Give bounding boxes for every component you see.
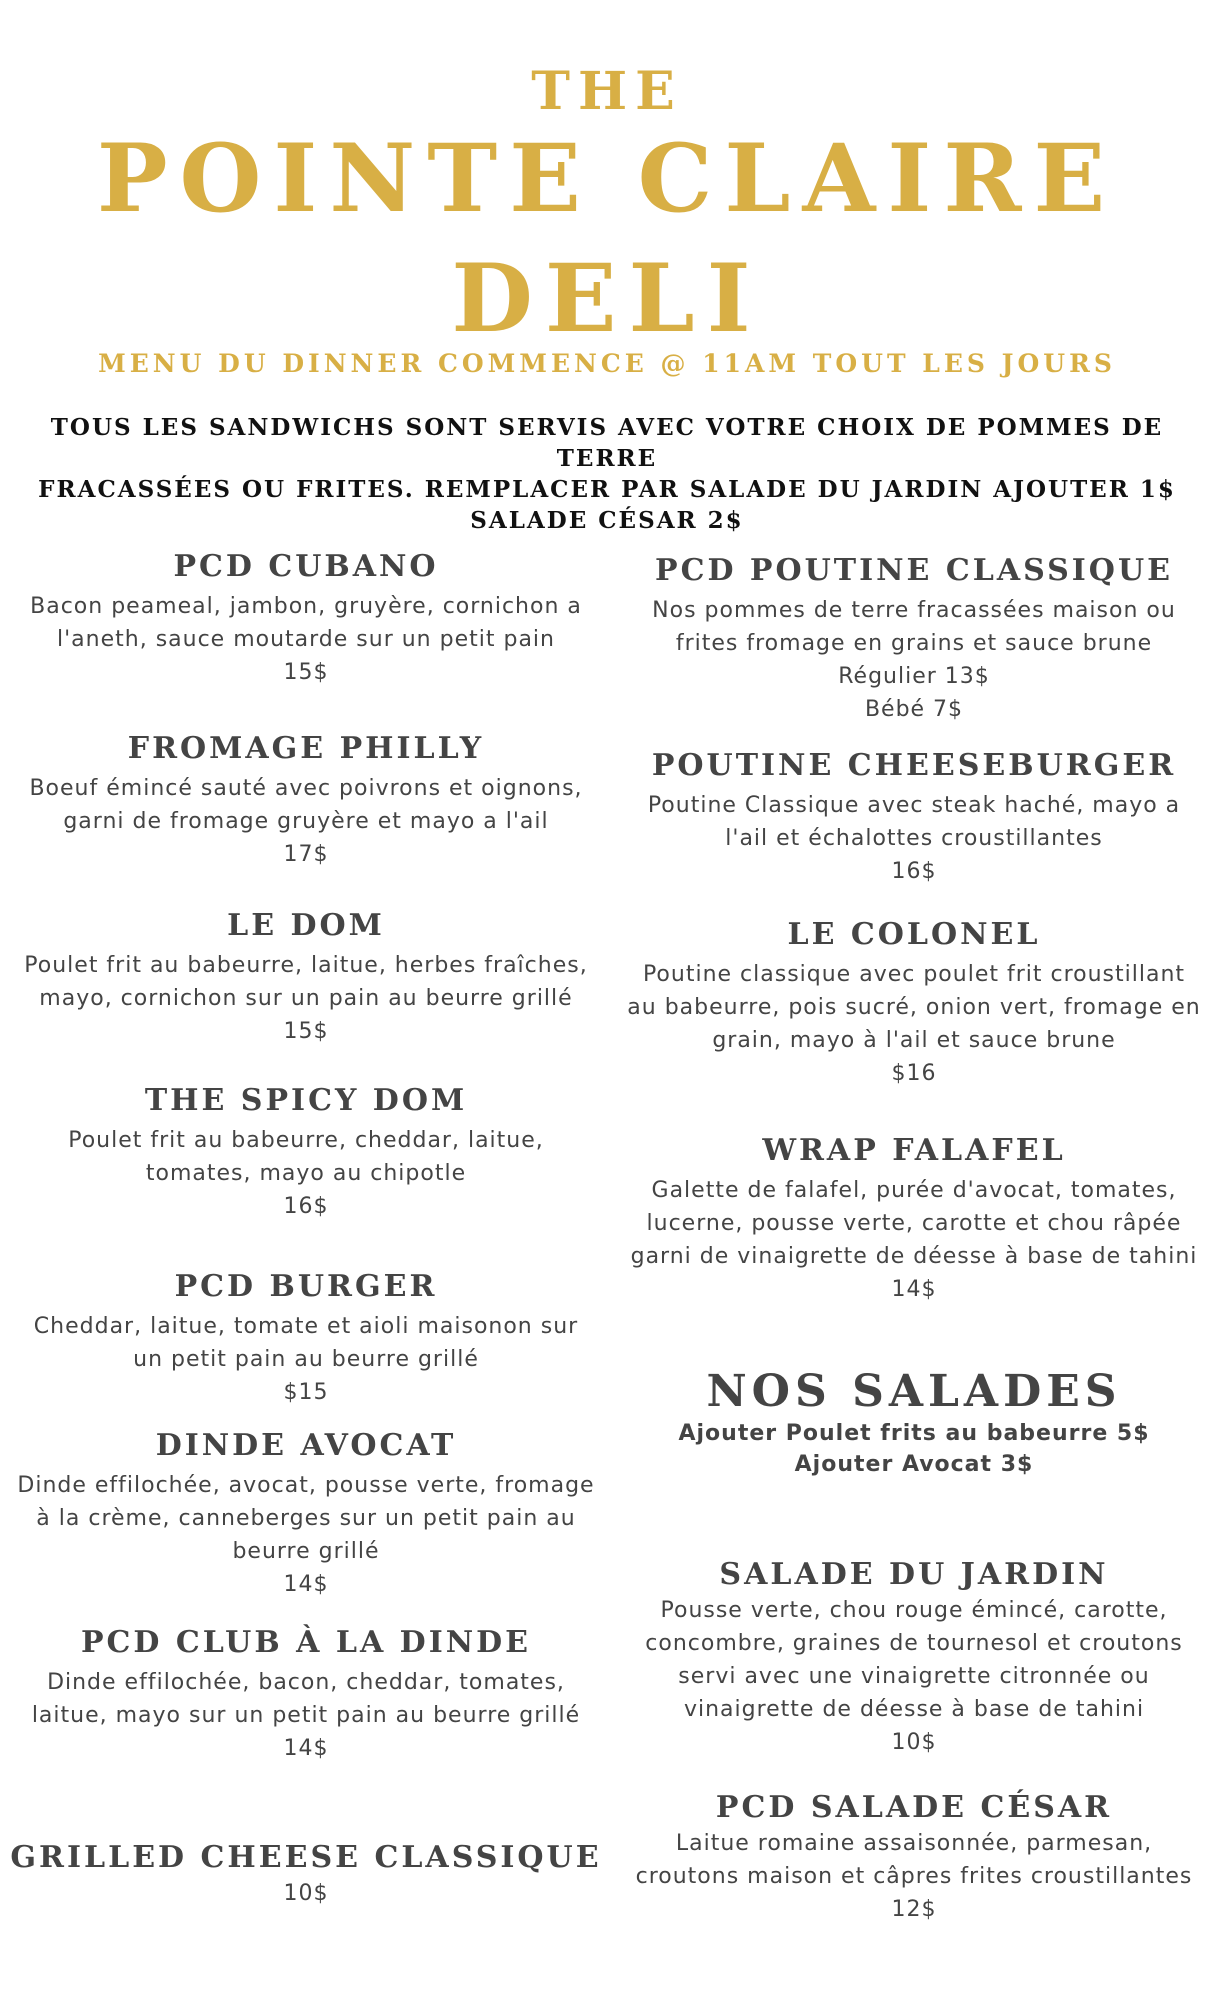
item-price: $16 xyxy=(891,1061,937,1086)
restaurant-name-line1: POINTE CLAIRE xyxy=(96,124,1118,234)
item-name: PCD POUTINE CLASSIQUE xyxy=(655,553,1173,588)
menu-item xyxy=(620,1789,1208,1926)
item-description: Galette de falafel, purée d'avocat, tomates, lucerne, pousse verte, carotte et chou râpée garni de vinaigrette de déesse à base de tahini xyxy=(630,1178,1198,1269)
menu-item xyxy=(620,916,1208,1090)
menu-item xyxy=(620,552,1208,726)
item-name: DINDE AVOCAT xyxy=(155,1428,457,1463)
right-menu-column xyxy=(620,0,1208,2000)
salads-section xyxy=(620,1366,1208,1480)
item-price: 14$ xyxy=(283,1736,329,1761)
item-description: Cheddar, laitue, tomate et aioli maisonon sur un petit pain au beurre grillé xyxy=(33,1314,579,1372)
item-name: SALADE DU JARDIN xyxy=(719,1557,1109,1592)
item-name: THE SPICY DOM xyxy=(144,1083,468,1118)
item-description: Poulet frit au babeurre, cheddar, laitue, tomates, mayo au chipotle xyxy=(68,1128,544,1186)
intro-line: FRACASSÉES OU FRITES. REMPLACER PAR SALADE DU JARDIN AJOUTER 1$ xyxy=(38,476,1176,503)
item-description: Dinde effilochée, bacon, cheddar, tomates, laitue, mayo sur un petit pain au beurre grillé xyxy=(31,1670,581,1728)
item-description: Bacon peameal, jambon, gruyère, cornichon a l'aneth, sauce moutarde sur un petit pain xyxy=(30,594,582,652)
item-description: Dinde effilochée, avocat, pousse verte, fromage à la crème, canneberges sur un petit pain au beurre grillé xyxy=(17,1473,595,1564)
menu-item xyxy=(6,1082,606,1223)
intro-line: SALADE CÉSAR 2$ xyxy=(470,507,744,534)
item-price: 12$ xyxy=(891,1897,937,1922)
menu-item xyxy=(6,1624,606,1765)
item-price: 14$ xyxy=(283,1572,329,1597)
item-description: Poutine classique avec poulet frit croustillant au babeurre, pois sucré, onion vert, fromage en grain, mayo à l'ail et sauce brune xyxy=(627,962,1201,1053)
menu-item xyxy=(6,1427,606,1601)
item-name: PCD CLUB À LA DINDE xyxy=(80,1625,532,1660)
item-name: GRILLED CHEESE CLASSIQUE xyxy=(10,1840,602,1875)
item-name: LE COLONEL xyxy=(787,917,1041,952)
menu-item xyxy=(6,1268,606,1409)
menu-item xyxy=(620,1556,1208,1759)
item-description: Poutine Classique avec steak haché, mayo a l'ail et échalottes croustillantes xyxy=(647,793,1181,851)
item-description: Poulet frit au babeurre, laitue, herbes fraîches, mayo, cornichon sur un pain au beurre grillé xyxy=(24,953,588,1011)
salad-addon-note: Ajouter Poulet frits au babeurre 5$ xyxy=(678,1421,1150,1446)
item-description: Nos pommes de terre fracassées maison ou frites fromage en grains et sauce brune Régulier 13$ xyxy=(652,598,1176,689)
item-price: 10$ xyxy=(891,1730,937,1755)
item-name: WRAP FALAFEL xyxy=(762,1133,1066,1168)
item-price: 14$ xyxy=(891,1277,937,1302)
item-description: Boeuf émincé sauté avec poivrons et oignons, garni de fromage gruyère et mayo a l'ail xyxy=(29,776,583,834)
item-name: PCD BURGER xyxy=(174,1269,438,1304)
menu-item xyxy=(620,1132,1208,1306)
item-name: PCD SALADE CÉSAR xyxy=(715,1790,1113,1825)
item-description: Laitue romaine assaisonnée, parmesan, croutons maison et câpres frites croustillantes xyxy=(635,1831,1193,1889)
menu-item xyxy=(6,907,606,1048)
menu-item xyxy=(6,730,606,871)
menu-item xyxy=(620,747,1208,888)
item-price: 17$ xyxy=(283,842,329,867)
item-price: 16$ xyxy=(891,859,937,884)
salad-addon-note: Ajouter Avocat 3$ xyxy=(794,1452,1034,1477)
item-name: POUTINE CHEESEBURGER xyxy=(651,748,1177,783)
hours-note: MENU DU DINNER COMMENCE @ 11AM TOUT LES JOURS xyxy=(98,349,1116,378)
item-name: FROMAGE PHILLY xyxy=(127,731,485,766)
header-the: THE xyxy=(531,61,683,122)
item-price: 15$ xyxy=(283,1019,329,1044)
item-name: LE DOM xyxy=(227,908,385,943)
item-price: 10$ xyxy=(283,1881,329,1906)
item-description: Pousse verte, chou rouge émincé, carotte, concombre, graines de tournesol et croutons servi avec une vinaigrette citronnée ou vinaigrette de déesse à base de tahini xyxy=(645,1598,1183,1722)
menu-item xyxy=(6,1839,606,1910)
item-price: $15 xyxy=(283,1380,329,1405)
intro-line: TOUS LES SANDWICHS SONT SERVIS AVEC VOTRE CHOIX DE POMMES DE TERRE xyxy=(50,414,1164,472)
menu-item xyxy=(6,548,606,689)
item-name: PCD CUBANO xyxy=(173,549,439,584)
item-price: 15$ xyxy=(283,660,329,685)
item-price: Bébé 7$ xyxy=(864,697,964,722)
restaurant-name-line2: DELI xyxy=(451,244,763,354)
section-title: NOS SALADES xyxy=(706,1366,1122,1417)
item-price: 16$ xyxy=(283,1194,329,1219)
left-menu-column xyxy=(6,0,606,2000)
